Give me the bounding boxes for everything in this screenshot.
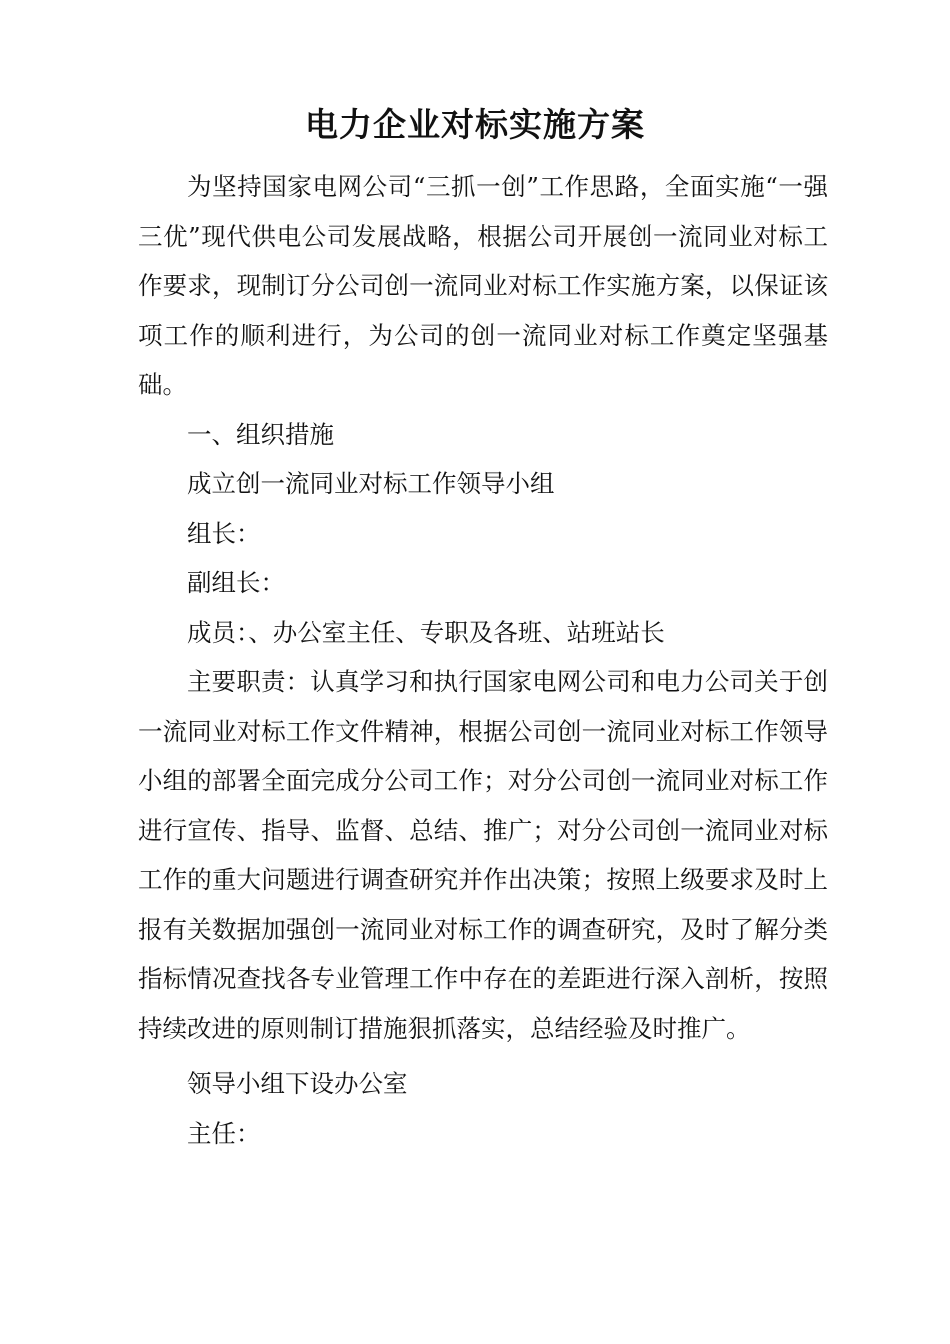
group-heading: 成立创一流同业对标工作领导小组 xyxy=(187,469,555,498)
leader-line: 组长： xyxy=(187,518,261,548)
director-line: 主任： xyxy=(187,1118,261,1148)
duties-paragraph: 主要职责：认真学习和执行国家电网公司和电力公司关于创一流同业对标工作文件精神，根据公司创一流同业对标工作领导小组的部署全面完成分公司工作；对分公司创一流同业对标工作进行宣传、指导、监督、总结、推广；对分公司创一流同业对标工作的重大问题进行调查研究并作出决策；按照上级要求及时上报有关数据加强创一流同业对标工作的调查研究，及时了解分类指标情况查找各专业管理工作中存在的差距进行深入剖析，按照持续改进的原则制订措施狠抓落实，总结经验及时推广。 xyxy=(138,667,828,1043)
section-heading: 一、组织措施 xyxy=(187,419,334,449)
members-line: 成员：、办公室主任、专职及各班、站班站长 xyxy=(187,617,665,647)
document-body xyxy=(138,162,828,1158)
intro-paragraph: 为坚持国家电网公司“三抓一创”工作思路，全面实施“一强三优”现代供电公司发展战略，根据公司开展创一流同业对标工作要求，现制订分公司创一流同业对标工作实施方案，以保证该项工作的顺利进行，为公司的创一流同业对标工作奠定坚强基础。 xyxy=(138,172,828,399)
deputy-leader-line: 副组长： xyxy=(187,568,285,597)
office-heading: 领导小组下设办公室 xyxy=(187,1069,408,1098)
document-title: 电力企业对标实施方案 xyxy=(305,105,645,144)
